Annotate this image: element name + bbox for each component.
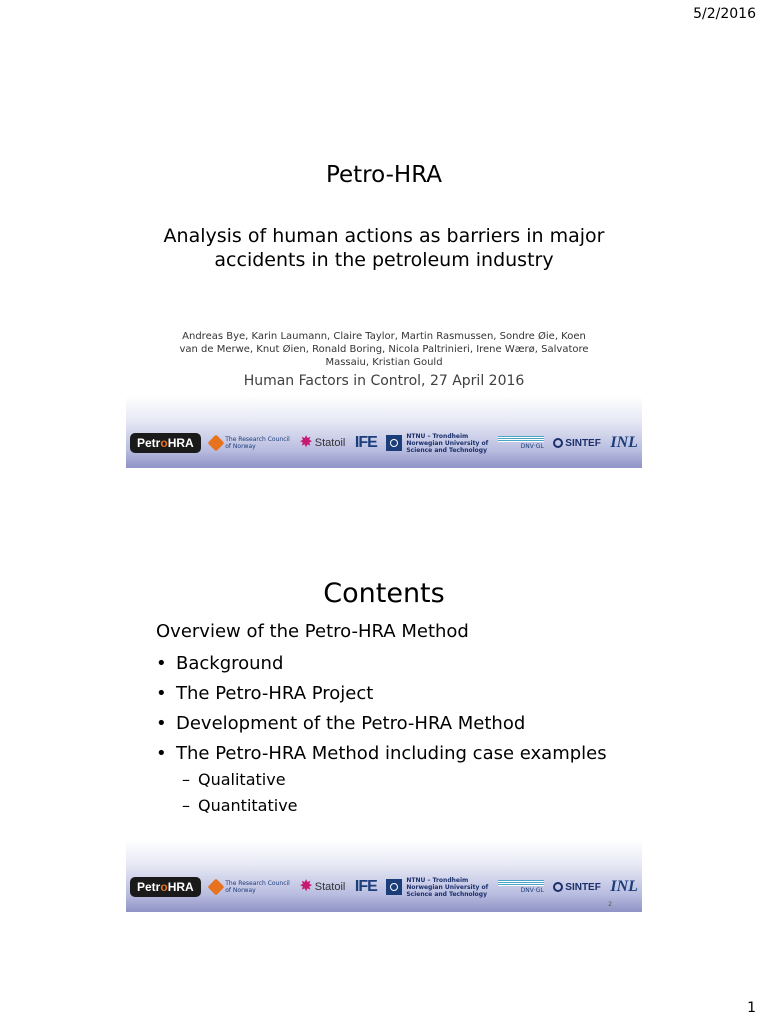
- ntnu-logo: NTNU – Trondheim Norwegian University of Science and Technology: [386, 433, 488, 454]
- statoil-star-icon: ✸: [299, 878, 313, 895]
- petrohra-logo: PetroHRA: [130, 433, 201, 453]
- rcn-icon: [208, 435, 225, 452]
- partner-logos: [130, 432, 638, 454]
- sintef-logo: SINTEF: [553, 882, 601, 893]
- sintef-logo: SINTEF: [553, 438, 601, 449]
- ntnu-icon: [386, 879, 402, 895]
- sub-list-item: – Qualitative: [182, 770, 286, 789]
- sintef-icon: [553, 882, 563, 892]
- statoil-star-icon: ✸: [299, 434, 313, 451]
- ife-logo: IFE: [354, 434, 377, 451]
- slide-1: [126, 150, 642, 468]
- list-item: • The Petro-HRA Project: [156, 683, 374, 704]
- logo-band: [126, 840, 642, 912]
- sintef-icon: [553, 438, 563, 448]
- list-item: • The Petro-HRA Method including case examples: [156, 743, 607, 764]
- slide-number: 2: [608, 901, 612, 908]
- sub-bullet-list: [156, 767, 642, 819]
- dnv-gl-logo: DNV·GL: [498, 880, 544, 894]
- slide-2-title: Contents: [323, 578, 445, 609]
- list-item: • Background: [156, 653, 284, 674]
- contents-overview: Overview of the Petro-HRA Method: [156, 621, 469, 642]
- slide-1-subtitle: Analysis of human actions as barriers in major accidents in the petroleum industry: [163, 225, 605, 271]
- slide-2: [126, 570, 642, 912]
- research-council-logo: The Research Council of Norway: [210, 880, 290, 894]
- sub-list-item: – Quantitative: [182, 796, 298, 815]
- page-number: 1: [747, 1000, 756, 1016]
- ntnu-logo: NTNU – Trondheim Norwegian University of Science and Technology: [386, 877, 488, 898]
- petrohra-logo: PetroHRA: [130, 877, 201, 897]
- rcn-icon: [208, 879, 225, 896]
- conference-line: Human Factors in Control, 27 April 2016: [243, 373, 525, 389]
- statoil-logo: ✸ Statoil: [299, 434, 346, 451]
- slide-1-title: Petro-HRA: [325, 162, 443, 188]
- author-list: Andreas Bye, Karin Laumann, Claire Taylor, Martin Rasmussen, Sondre Øie, Koen van de Merwe, Knut Øien, Ronald Boring, Nicola Paltrinieri, Irene Wærø, Salvatore Massaiu, Kristian Gould: [179, 331, 589, 368]
- ife-logo: IFE: [354, 878, 377, 895]
- statoil-logo: ✸ Statoil: [299, 878, 346, 895]
- inl-logo: INL: [610, 878, 638, 895]
- logo-band: [126, 396, 642, 468]
- inl-logo: INL: [610, 434, 638, 451]
- bullet-list: [156, 651, 642, 767]
- research-council-logo: The Research Council of Norway: [210, 436, 290, 450]
- ntnu-icon: [386, 435, 402, 451]
- partner-logos: [130, 876, 638, 898]
- page-date: 5/2/2016: [693, 6, 756, 22]
- list-item: • Development of the Petro-HRA Method: [156, 713, 526, 734]
- dnv-gl-logo: DNV·GL: [498, 436, 544, 450]
- contents-list: [126, 617, 642, 819]
